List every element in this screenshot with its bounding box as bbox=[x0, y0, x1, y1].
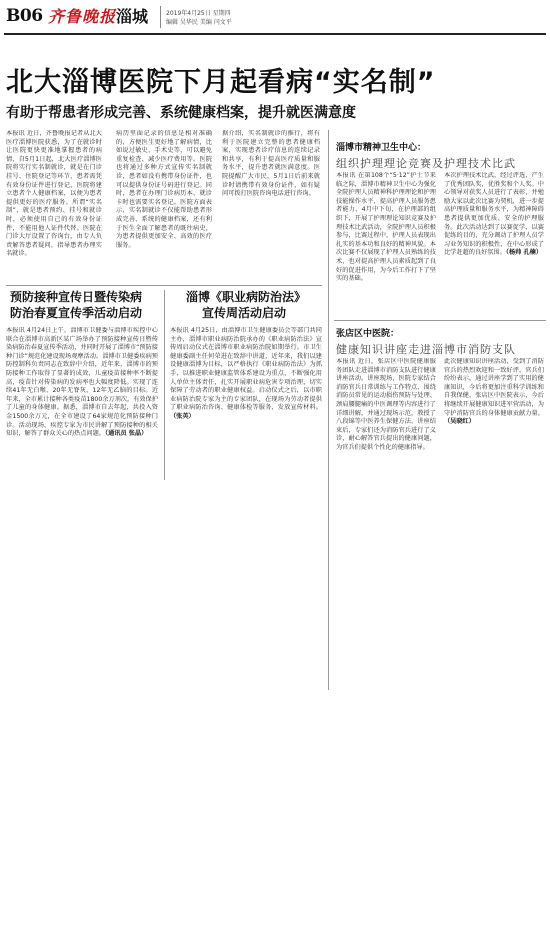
mental-health-col-a: 本报讯 在第108个“5·12”护士节来临之际，淄博市精神卫生中心为强化全院护理人员精神科护理理论和护理技能操作水平，提高护理人员服务患者能力，4月中下旬，在护理部的组织下，开展了护理理论知识竞赛及护理技术比武活动，全院护理人员积极参与，比赛过程中，护理人员表现出扎实的基本功和良好的精神风貌。本次比赛不仅展现了护理人员熟练的技术，也对提高护理人员素质起到了良好的促进作用，为今后工作打下了坚实的基础。 bbox=[336, 172, 436, 283]
tcm-hospital-text-b: 此次健康知识讲座活动，受到了消防官兵的热烈欢迎和一致好评。官兵们纷纷表示，通过讲座学到了实用的健康知识，今后将更加注重科学训练和自我保健。张店区中医院表示，今后将继续开展健康知识进军营活动，为守护消防官兵的身体健康贡献力量。 bbox=[444, 358, 544, 417]
editor-credit: 编辑 吴华民 美编 闫文平 bbox=[166, 19, 232, 26]
tcm-hospital-col-a: 本报讯 近日，张店区中医院健康服务团队走进淄博市消防支队进行健康讲座活动。讲座现场，医院专家结合消防官兵日常训练与工作特点，围绕消防员常见的运动损伤预防与处理、颈肩腰腿痛的中医调理等内容进行了详细讲解，并通过现场示范，教授了八段锦等中医养生保健方法。讲座结束后，专家们还为消防官兵进行了义诊，耐心解答官兵提出的健康问题，为官兵们提供个性化的健康指导。 bbox=[336, 358, 436, 451]
main-subheadline: 有助于帮患者形成完善、系统健康档案，提升就医满意度 bbox=[6, 105, 356, 121]
masthead bbox=[0, 0, 550, 38]
story-divider bbox=[164, 290, 165, 480]
occupational-credit: （张英） bbox=[170, 412, 195, 420]
mental-health-text-b: 本次护理技术比武，经过评选，产生了优秀团队奖，优胜奖和个人奖。中心领导对获奖人员进行了表彰，并勉励大家以此次比赛为契机，进一步提高护理质量和服务水平，为精神障碍患者提供更加优质、安全的护理服务。此次活动达到了以赛促学、以赛促练的目的，充分调动了护理人员学习业务知识的积极性，在中心形成了比学赶超的良好氛围。 bbox=[444, 172, 544, 257]
mental-health-center-topic: 组织护理理论竞赛及护理技术比武 bbox=[336, 157, 516, 170]
main-story-col-3: 据介绍，实名制就诊的推行，将有利于医院建立完整的患者健康档案，实现患者诊疗信息的连续记录和共享，有利于提高医疗质量和服务水平，提升患者就医满意度。医院提醒广大市民，5月1日后前来就诊时请携带有效身份证件，如有疑问可拨打医院咨询电话进行咨询。 bbox=[222, 130, 320, 198]
main-headline: 北大淄博医院下月起看病“实名制” bbox=[6, 67, 436, 98]
masthead-rule bbox=[4, 33, 546, 35]
occupational-title-line-1: 淄博《职业病防治法》 bbox=[186, 290, 307, 304]
immunization-body bbox=[6, 327, 158, 477]
main-story-col-2: 病历里面记录的信息是相对准确的，方便医生更好地了解病情，比如说过敏史、手术史等，可以避免重复检查、减少医疗费用等。医院也将通过多种方式宣传实名制就诊，患者如没有携带身份证件，也可以提供身份证号码进行登记。同时，患者在办理门诊病历本、就诊卡时也需要实名登记。医院方面表示，实名制就诊不仅能帮助患者形成完善、系统的健康档案，还有利于医生全面了解患者的既往病史，为患者提供更加安全、高效的医疗服务。 bbox=[116, 130, 212, 249]
mental-health-credit: （杨帅 孔楠） bbox=[505, 249, 543, 257]
occupational-body bbox=[170, 327, 322, 477]
section-divider-left bbox=[6, 285, 322, 286]
section-name: 淄城 bbox=[116, 7, 149, 26]
section-divider-right bbox=[334, 320, 546, 321]
page-number: B06 bbox=[6, 6, 43, 26]
immunization-title-line-1: 预防接种宣传日暨传染病 bbox=[10, 290, 143, 304]
mental-health-col-b bbox=[444, 172, 544, 314]
tcm-hospital-topic: 健康知识讲座走进淄博市消防支队 bbox=[336, 343, 516, 356]
tcm-hospital-credit: （吴晓红） bbox=[444, 418, 475, 426]
occupational-text: 本报讯 4月25日，由淄博市卫生健康委员会等部门共同主办，淄博市职业病防治院承办的《职业病防治法》宣传周启动仪式在淄博市职业病防治院如期举行。市卫生健康委副主任何荣进在致辞中讲道，近年来，我们以建设健康淄博为目标，以严格执行《职业病防治法》为抓手，以推进职业健康监管体系建设为重点，不断强化用人单位主体责任，扎实开展职业病危害专项治理，切实保障了劳动者的职业健康权益。启动仪式之后，以市职业病防治院专家为主的专家团队，在现场为劳动者提供了职业病防治咨询、健康体检等服务，发放宣传材料。 bbox=[170, 327, 322, 412]
mental-health-center-org: 淄博市精神卫生中心： bbox=[336, 143, 427, 153]
immunization-title-line-2: 防治春夏宣传季活动启动 bbox=[10, 306, 143, 320]
main-story-col-1: 本报讯 近日，齐鲁晚报记者从北大医疗淄博医院获悉，为了在就诊时让医院更快更准地掌握患者的病情，自5月1日起，北大医疗淄博医院将实行实名制就诊，就是在门诊挂号、住院登记等环节，患者需凭有效身份证件进行登记，医院将建立患者个人健康档案，以便为患者提供更好的医疗服务。所谓“实名制”，就是患者预约、挂号和就诊时，必须使用自己的有效身份证件，不能用他人证件代替。医院在门诊大厅设置了咨询台，由专人负责解答患者疑问，指导患者办理实名就诊。 bbox=[6, 130, 102, 258]
occupational-title-line-2: 宣传周活动启动 bbox=[202, 306, 287, 320]
immunization-text: 本报讯 4月24日上午，淄博市卫健委与淄博市疾控中心联合在淄博市高新区某广场举办了预防接种宣传日暨传染病防治春夏宣传季活动，并同时开展了淄博市“预防接种门诊”规范化建设现场观摩活动。淄博市卫健委疾病预防控制科负责同志在致辞中介绍，近年来，淄博市的预防接种工作取得了显著的成效，儿童疫苗接种率不断提高，疫苗针对传染病的发病率也大幅度降低。实现了连续41年无白喉、20年无脊灰，12年无乙脑的目标。近年来，全市累计接种各类疫苗1800余万剂次，有效保护了儿童的身体健康。据悉，淄博市自去年起，共投入资金1500余万元，在全市建设了64家规范化预防接种门诊。活动现场，疾控专家为市民讲解了预防接种的相关知识，解答了群众关心的热点问题。 bbox=[6, 327, 158, 438]
newspaper-logo: 齐鲁晚报 bbox=[48, 7, 117, 26]
issue-date: 2019年4月25日 星期四 bbox=[166, 10, 231, 17]
tcm-hospital-col-b bbox=[444, 358, 544, 483]
immunization-credit: （通讯员 张晶） bbox=[105, 430, 148, 438]
column-divider bbox=[328, 130, 329, 690]
masthead-separator bbox=[160, 6, 161, 28]
tcm-hospital-org: 张店区中医院： bbox=[336, 329, 400, 339]
